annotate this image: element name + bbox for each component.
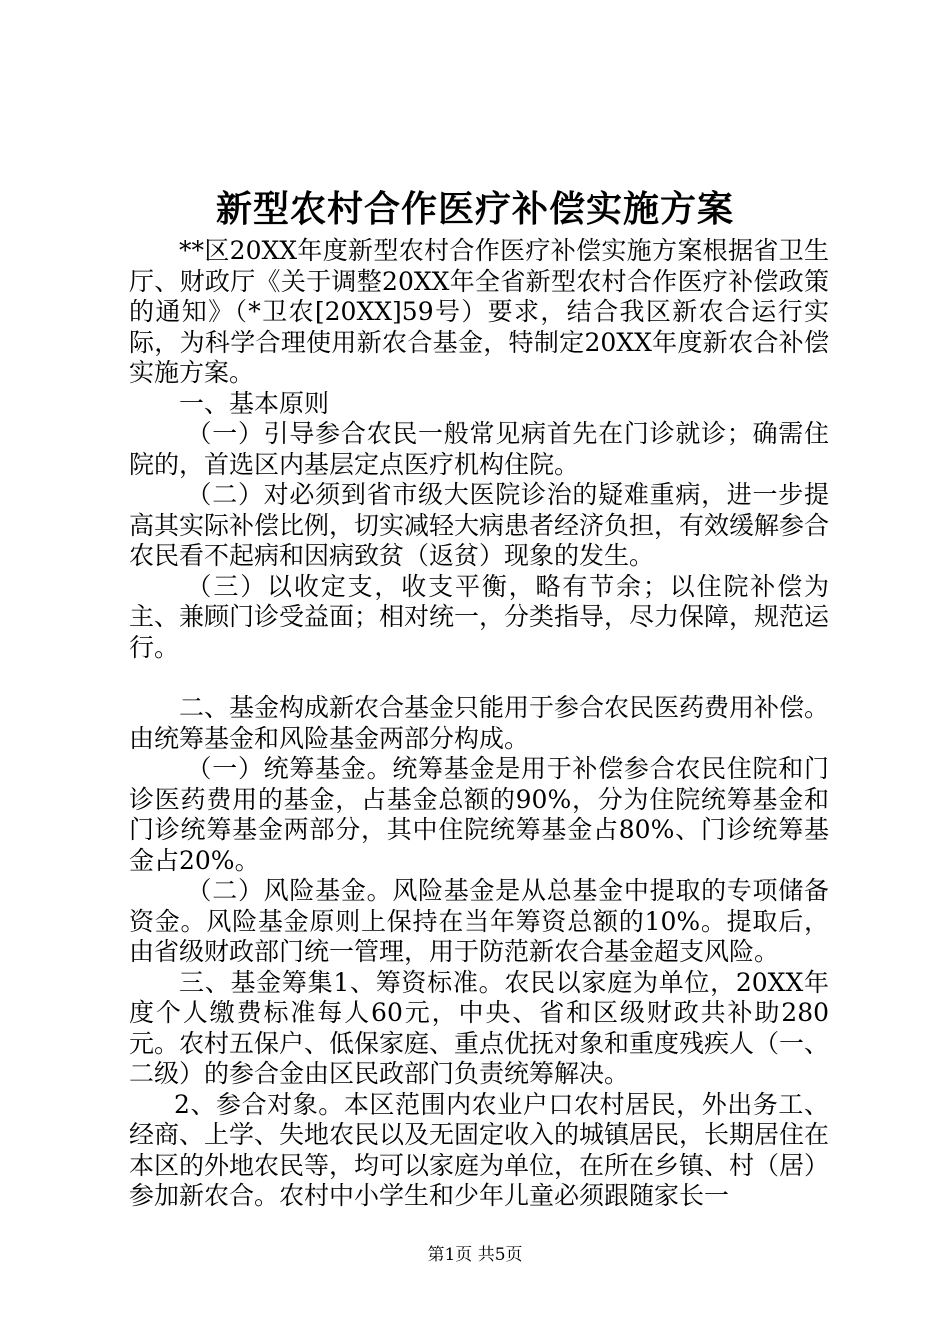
paragraph-participants: 2、参合对象。本区范围内农业户口农村居民，外出务工、经商、上学、失地农民以及无固定收入的城镇居民，长期居住在本区的外地农民等，均可以家庭为单位，在所在乡镇、村（居）参加新农合。农村中小学生和少年儿童必须跟随家长一 [129,1089,830,1210]
paragraph-principle-2: （二）对必须到省市级大医院诊治的疑难重病，进一步提高其实际补偿比例，切实减轻大病患者经济负担，有效缓解参合农民看不起病和因病致贫（返贫）现象的发生。 [129,480,830,570]
paragraph-principle-1: （一）引导参合农民一般常见病首先在门诊就诊；确需住院的，首选区内基层定点医疗机构住院。 [129,419,829,479]
paragraph-pooled-fund: （一）统筹基金。统筹基金是用于补偿参合农民住院和门诊医药费用的基金，占基金总额的90%，分为住院统筹基金和门诊统筹基金两部分，其中住院统筹基金占80%、门诊统筹基金占20%。 [129,754,829,875]
section-heading-basic-principles: 一、基本原则 [179,388,330,418]
paragraph-principle-3: （三）以收定支，收支平衡，略有节余；以住院补偿为主、兼顾门诊受益面；相对统一，分类指导，尽力保障，规范运行。 [129,571,830,662]
paragraph-risk-fund: （二）风险基金。风险基金是从总基金中提取的专项储备资金。风险基金原则上保持在当年筹资总额的10%。提取后，由省级财政部门统一管理，用于防范新农合基金超支风险。 [129,876,829,966]
paragraph-intro: **区20XX年度新型农村合作医疗补偿实施方案根据省卫生厅、财政厅《关于调整20XX年全省新型农村合作医疗补偿政策的通知》（*卫农[20XX]59号）要求，结合我区新农合运行实际，为科学合理使用新农合基金，特制定20XX年度新农合补偿实施方案。 [129,236,829,387]
paragraph-fund-composition: 二、基金构成新农合基金只能用于参合农民医药费用补偿。由统筹基金和风险基金两部分构成。 [129,693,830,753]
paragraph-fund-raising: 三、基金筹集1、筹资标准。农民以家庭为单位，20XX年度个人缴费标准每人60元，中央、省和区级财政共补助280元。农村五保户、低保家庭、重点优抚对象和重度残疾人（一、二级）的参合金由区民政部门负责统筹解决。 [129,967,830,1088]
document-body [129,236,829,1212]
document-title: 新型农村合作医疗补偿实施方案 [215,188,734,230]
paragraph-spacer [129,663,829,693]
page-footer: 第1页 共5页 [427,1245,523,1265]
